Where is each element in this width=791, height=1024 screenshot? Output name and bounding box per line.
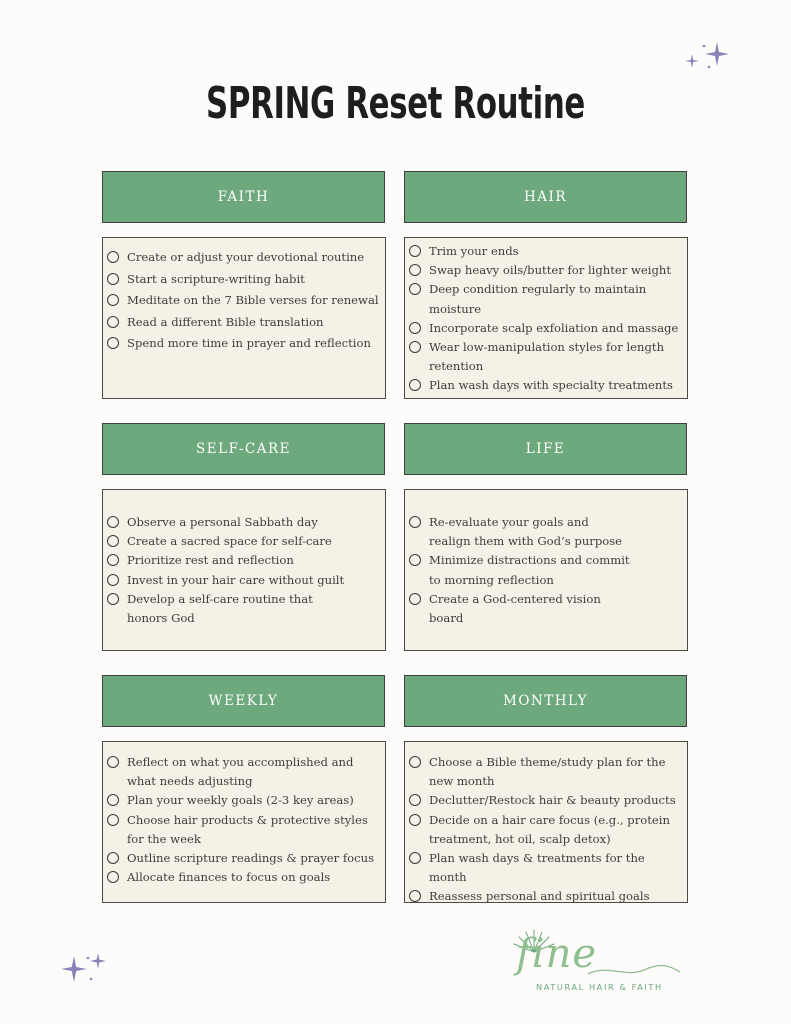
checkbox[interactable]	[107, 871, 119, 883]
section-header-faith: FAITH	[102, 171, 385, 223]
checklist-life	[409, 513, 681, 628]
sparkle-icon	[60, 950, 110, 986]
section-header-monthly: MONTHLY	[404, 675, 687, 727]
list-item: Spend more time in prayer and reflection	[107, 334, 379, 353]
checkbox[interactable]	[409, 341, 421, 353]
checkbox[interactable]	[107, 535, 119, 547]
checkbox[interactable]	[107, 273, 119, 285]
checkbox[interactable]	[107, 337, 119, 349]
checkbox[interactable]	[107, 316, 119, 328]
logo-wordmark: fine	[516, 931, 598, 977]
checkbox[interactable]	[409, 852, 421, 864]
list-item: Observe a personal Sabbath day	[107, 513, 379, 532]
list-item: Plan wash days with specialty treatments	[409, 376, 681, 395]
list-item: Incorporate scalp exfoliation and massage	[409, 319, 681, 338]
checkbox[interactable]	[409, 322, 421, 334]
checkbox[interactable]	[409, 379, 421, 391]
checkbox[interactable]	[107, 294, 119, 306]
list-item: Create a sacred space for self-care	[107, 532, 379, 551]
checklist-monthly	[409, 753, 681, 907]
checkbox[interactable]	[107, 554, 119, 566]
list-item: Reassess personal and spiritual goals	[409, 887, 681, 906]
section-header-life: LIFE	[404, 423, 687, 475]
list-item: Decide on a hair care focus (e.g., protein treatment, hot oil, scalp detox)	[409, 811, 681, 849]
list-item: Start a scripture-writing habit	[107, 270, 379, 289]
checkbox[interactable]	[409, 245, 421, 257]
checkbox[interactable]	[409, 890, 421, 902]
logo-tagline: NATURAL HAIR & FAITH	[536, 982, 663, 992]
list-item: Meditate on the 7 Bible verses for renewal	[107, 291, 379, 310]
checkbox[interactable]	[409, 516, 421, 528]
checkbox[interactable]	[107, 756, 119, 768]
list-item: Swap heavy oils/butter for lighter weight	[409, 261, 681, 280]
list-item: Reflect on what you accomplished and what needs adjusting	[107, 753, 379, 791]
list-item: Wear low-manipulation styles for length retention	[409, 338, 681, 376]
checkbox[interactable]	[409, 283, 421, 295]
list-item: Read a different Bible translation	[107, 313, 379, 332]
checkbox[interactable]	[409, 756, 421, 768]
page-title: SPRING Reset Routine	[206, 78, 585, 129]
checkbox[interactable]	[409, 264, 421, 276]
section-box-monthly	[404, 741, 688, 903]
checklist-faith	[107, 248, 379, 354]
list-item: Create or adjust your devotional routine	[107, 248, 379, 267]
checkbox[interactable]	[107, 574, 119, 586]
checklist-hair	[409, 242, 681, 396]
list-item: Plan wash days & treatments for the month	[409, 849, 681, 887]
section-box-selfcare	[102, 489, 386, 651]
brand-logo	[506, 926, 686, 998]
checkbox[interactable]	[107, 251, 119, 263]
section-header-hair: HAIR	[404, 171, 687, 223]
list-item: Invest in your hair care without guilt	[107, 571, 379, 590]
checkbox[interactable]	[409, 593, 421, 605]
section-box-weekly	[102, 741, 386, 903]
sparkle-icon	[684, 40, 730, 74]
section-box-faith	[102, 237, 386, 399]
checkbox[interactable]	[409, 794, 421, 806]
list-item: Plan your weekly goals (2-3 key areas)	[107, 791, 379, 810]
checkbox[interactable]	[107, 593, 119, 605]
list-item: Choose hair products & protective styles for the week	[107, 811, 379, 849]
list-item: Create a God-centered vision board	[409, 590, 631, 628]
checkbox[interactable]	[409, 554, 421, 566]
list-item: Develop a self-care routine that honors God	[107, 590, 379, 628]
list-item: Allocate finances to focus on goals	[107, 868, 379, 887]
list-item: Trim your ends	[409, 242, 681, 261]
checkbox[interactable]	[107, 814, 119, 826]
list-item: Outline scripture readings & prayer focus	[107, 849, 379, 868]
logo-swash	[586, 960, 682, 980]
list-item: Choose a Bible theme/study plan for the new month	[409, 753, 681, 791]
checkbox[interactable]	[409, 814, 421, 826]
checkbox[interactable]	[107, 794, 119, 806]
section-box-life	[404, 489, 688, 651]
list-item: Re-evaluate your goals and realign them with God’s purpose	[409, 513, 631, 551]
checkbox[interactable]	[107, 852, 119, 864]
section-header-weekly: WEEKLY	[102, 675, 385, 727]
section-box-hair	[404, 237, 688, 399]
list-item: Deep condition regularly to maintain moisture	[409, 280, 681, 318]
list-item: Prioritize rest and reflection	[107, 551, 379, 570]
checklist-weekly	[107, 753, 379, 887]
list-item: Declutter/Restock hair & beauty products	[409, 791, 681, 810]
section-header-selfcare: SELF-CARE	[102, 423, 385, 475]
list-item: Minimize distractions and commit to morning reflection	[409, 551, 631, 589]
checklist-selfcare	[107, 513, 379, 628]
checkbox[interactable]	[107, 516, 119, 528]
